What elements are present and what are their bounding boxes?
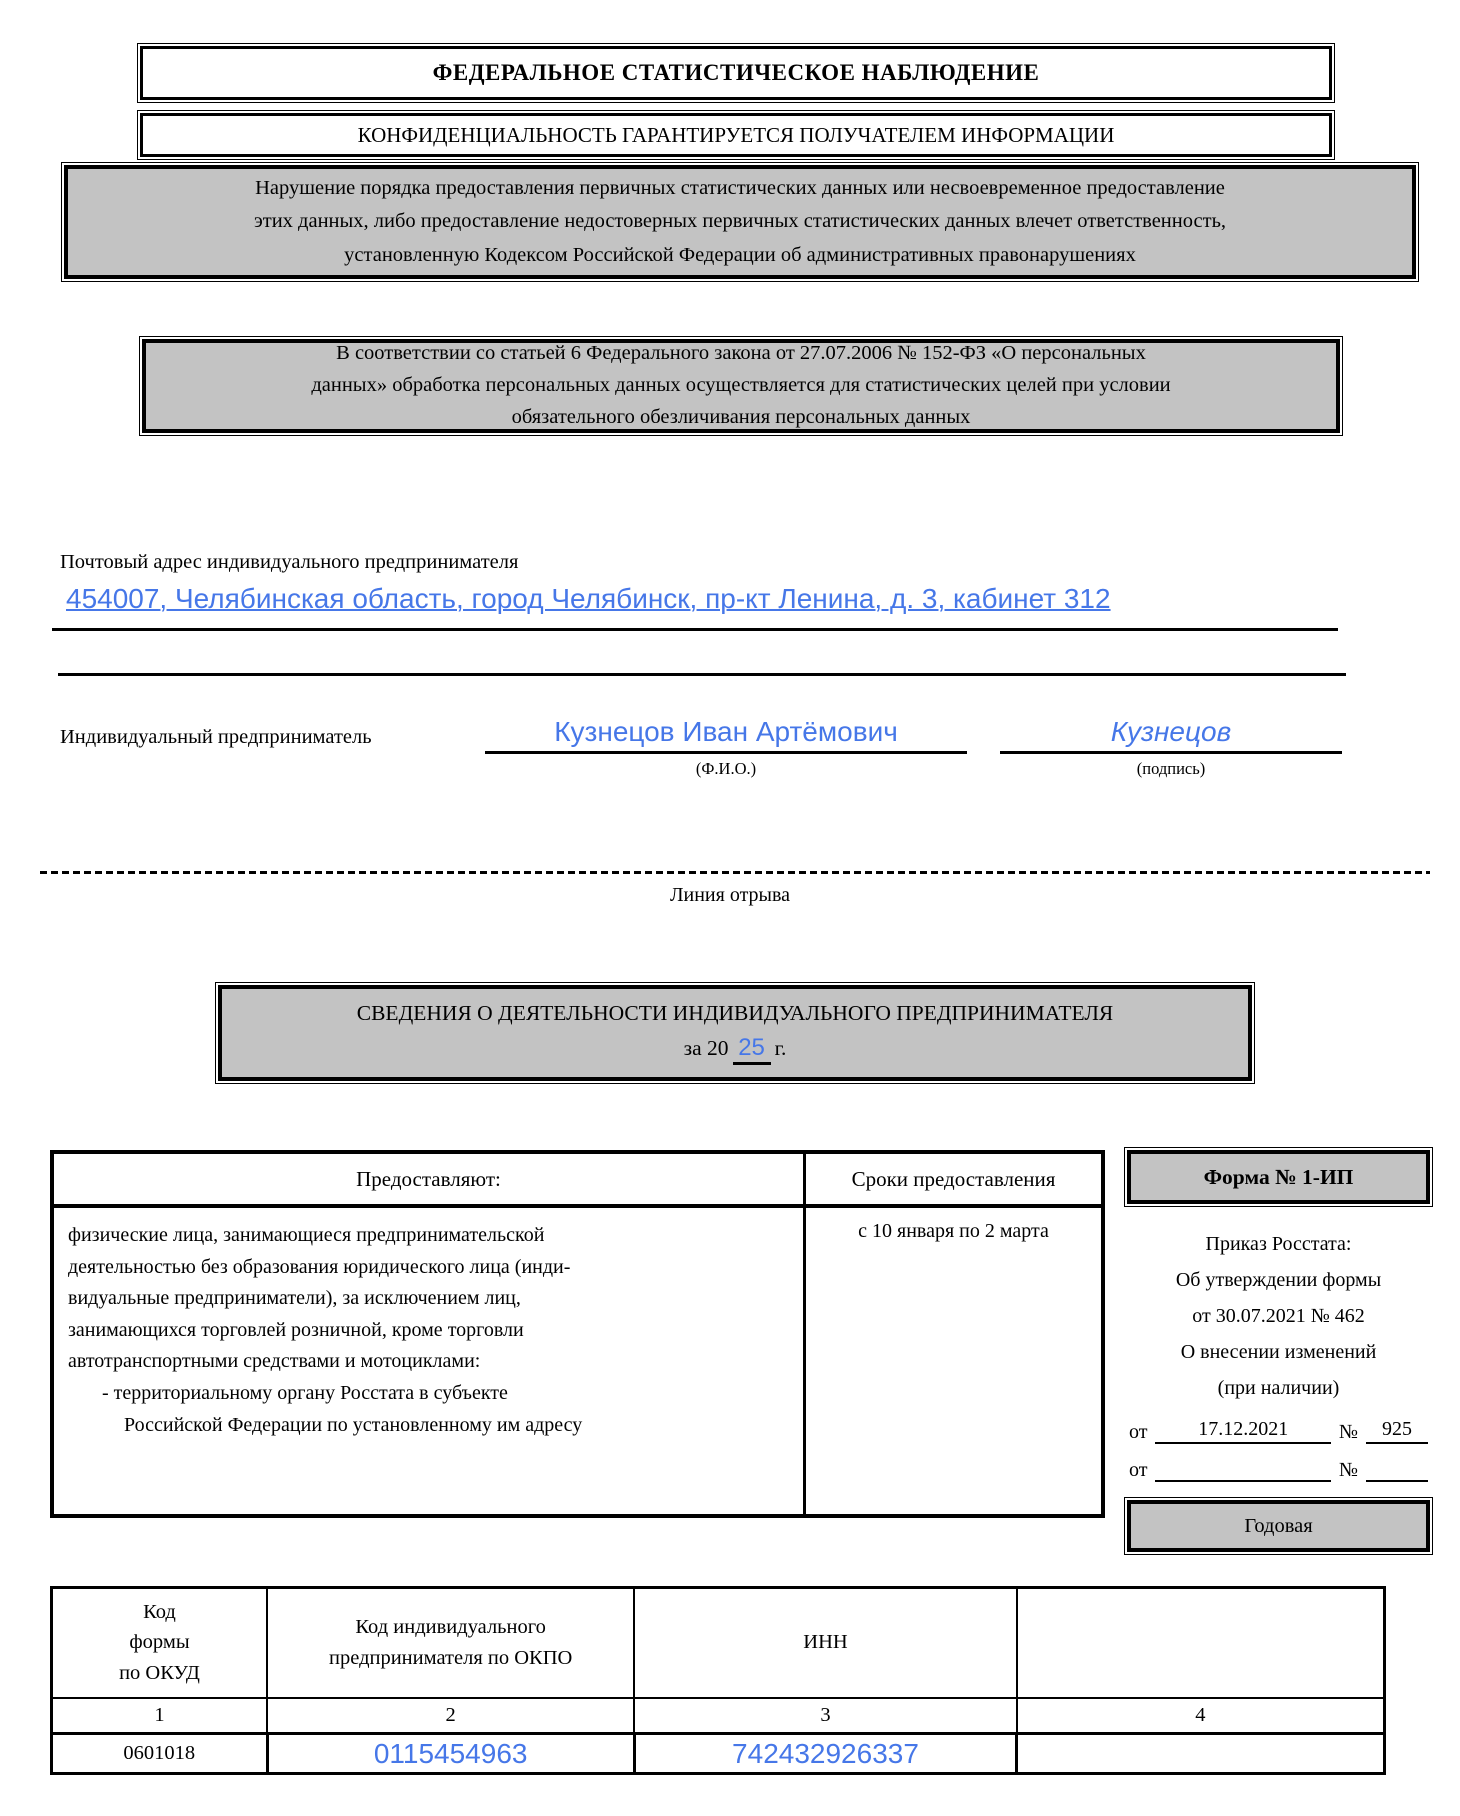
fio-value[interactable]: Кузнецов Иван Артёмович [485,700,967,754]
okud-value: 0601018 [52,1734,268,1774]
column-number: 1 [52,1698,268,1734]
provide-table-header-row [54,1154,1101,1208]
order-date-field-2[interactable] [1155,1456,1330,1482]
provide-bullet-line: Российской Федерации по установленному им адресу [124,1413,583,1436]
inn-header: ИНН [634,1588,1016,1698]
codes-value-row [52,1734,1385,1774]
inn-value-field[interactable]: 742432926337 [634,1734,1016,1774]
fio-caption: (Ф.И.О.) [695,759,757,778]
notice-line: В соответствии со статьей 6 Федерального закона от 27.07.2006 № 152-ФЗ «О персональных [336,342,1146,365]
confidentiality-text: КОНФИДЕНЦИАЛЬНОСТЬ ГАРАНТИРУЕТСЯ ПОЛУЧАТЕЛЕМ ИНФОРМАЦИИ [357,122,1115,147]
order-line: Об утверждении формы [1175,1269,1382,1291]
from-label: от [1129,1421,1148,1443]
deadline-cell: с 10 января по 2 марта [858,1220,1049,1242]
report-year-line [684,1034,787,1065]
postal-address-blank-field[interactable] [58,673,1346,676]
deadline-header: Сроки предоставления [851,1166,1056,1191]
order-line: от 30.07.2021 № 462 [1192,1305,1365,1327]
postal-address-underline [52,628,1338,631]
provide-table-body-row [54,1208,1101,1514]
fio-field [485,700,967,779]
provide-table [50,1150,1105,1518]
page-title: ФЕДЕРАЛЬНОЕ СТАТИСТИЧЕСКОЕ НАБЛЮДЕНИЕ [432,60,1040,85]
codes-number-row [52,1698,1385,1734]
provide-text-line: деятельностью без образования юридического лица (инди- [68,1255,571,1278]
provide-bullet-line: - территориальному органу Росстата в субъекте [102,1381,508,1404]
signature-field [1000,700,1342,779]
provide-body-cell [54,1208,806,1514]
activity-info-title-box [218,985,1252,1081]
form-info-column [1127,1150,1430,1552]
okpo-value-field[interactable]: 0115454963 [267,1734,634,1774]
year-field[interactable]: 25 [733,1034,771,1065]
order-date-row-2 [1127,1456,1430,1482]
rosstat-order-block [1127,1226,1430,1406]
okud-header [52,1588,268,1698]
form-number-box: Форма № 1-ИП [1127,1150,1430,1204]
violation-warning-box [64,165,1416,279]
column-number: 3 [634,1698,1016,1734]
column-number: 2 [267,1698,634,1734]
number-label: № [1338,1421,1358,1443]
activity-info-title: СВЕДЕНИЯ О ДЕЯТЕЛЬНОСТИ ИНДИВИДУАЛЬНОГО ПРЕДПРИНИМАТЕЛЯ [356,1001,1114,1025]
header-line: предпринимателя по ОКПО [329,1646,573,1669]
from-label: от [1129,1459,1148,1481]
tear-line [40,871,1430,874]
provide-text-line: занимающихся торговлей розничной, кроме торговли [68,1318,524,1341]
provide-text-line: физические лица, занимающиеся предпринимательской [68,1224,545,1246]
provide-header: Предоставляют: [54,1154,806,1204]
provide-text-line: видуальные предприниматели), за исключением лиц, [68,1287,521,1310]
order-number-field-1[interactable]: 925 [1366,1418,1428,1444]
codes-header-row [52,1588,1385,1698]
notice-line: данных» обработка персональных данных осуществляется для статистических целей при условии [311,374,1171,397]
confidentiality-box [140,113,1332,157]
notice-line: Нарушение порядка предоставления первичных статистических данных или несвоевременное предоставление [255,177,1225,200]
signature-caption: (подпись) [1136,759,1206,778]
postal-address-field[interactable]: 454007, Челябинская область, город Челябинск, пр-кт Ленина, д. 3, кабинет 312 [66,583,1111,614]
header-line: формы [129,1631,190,1654]
order-number-field-2[interactable] [1366,1456,1428,1482]
column-number: 4 [1017,1698,1385,1734]
empty-value-field[interactable] [1017,1734,1385,1774]
period-box: Годовая [1127,1500,1430,1552]
empty-header [1017,1588,1385,1698]
entrepreneur-label: Индивидуальный предприниматель [60,726,372,748]
order-line: Приказ Росстата: [1205,1233,1352,1255]
header-line: Код [143,1600,176,1623]
tear-line-label: Линия отрыва [669,884,791,906]
notice-line: обязательного обезличивания персональных данных [511,405,971,428]
order-line: О внесении изменений [1180,1341,1377,1363]
notice-line: установленную Кодексом Российской Федерации об административных правонарушениях [344,243,1136,266]
year-prefix: за 20 [683,1036,729,1060]
year-suffix: г. [774,1036,787,1060]
okpo-header [267,1588,634,1698]
order-date-field-1[interactable]: 17.12.2021 [1155,1418,1330,1444]
signature-value[interactable]: Кузнецов [1000,700,1342,754]
order-date-row-1 [1127,1418,1430,1444]
federal-observation-title-box [140,46,1332,100]
header-line: по ОКУД [119,1662,200,1685]
notice-line: этих данных, либо предоставление недостоверных первичных статистических данных влечет ответственность, [253,210,1227,233]
header-line: Код индивидуального [355,1616,546,1638]
codes-table [50,1586,1386,1775]
number-label: № [1338,1459,1358,1481]
personal-data-notice-box [142,339,1340,433]
order-line: (при наличии) [1217,1377,1340,1399]
provide-text-line: автотранспортными средствами и мотоциклами: [68,1350,481,1373]
postal-address-label: Почтовый адрес индивидуального предпринимателя [60,551,519,573]
